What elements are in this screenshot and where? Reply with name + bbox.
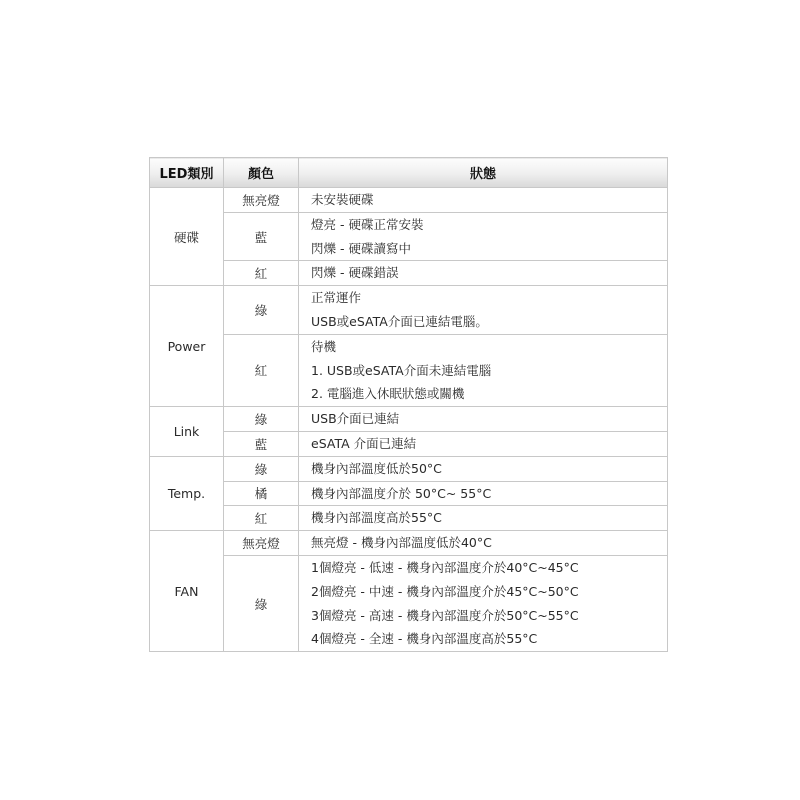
status-line: 閃爍 - 硬碟讀寫中 (311, 240, 411, 256)
table-row (150, 456, 668, 481)
led-color-cell: 紅 (224, 261, 299, 286)
led-category-cell: 硬碟 (150, 188, 224, 286)
status-line: USB介面已連結 (311, 411, 400, 427)
status-line: 1. USB或eSATA介面未連結電腦 (311, 362, 492, 378)
led-status-cell (299, 555, 668, 651)
led-status-table (149, 157, 668, 652)
led-color-cell: 藍 (224, 212, 299, 261)
led-color-cell: 綠 (224, 407, 299, 432)
status-line: 1個燈亮 - 低速 - 機身內部溫度介於40°C~45°C (311, 559, 579, 575)
header-row (150, 158, 668, 188)
led-category-cell: Temp. (150, 456, 224, 530)
led-color-cell: 無亮燈 (224, 531, 299, 556)
led-status-cell (299, 334, 668, 406)
led-color-cell: 紅 (224, 506, 299, 531)
led-status-cell (299, 481, 668, 506)
status-line: 3個燈亮 - 高速 - 機身內部溫度介於50°C~55°C (311, 607, 579, 623)
status-line: 無亮燈 - 機身內部溫度低於40°C (311, 535, 492, 551)
led-status-cell (299, 431, 668, 456)
status-line: 機身內部溫度介於 50°C~ 55°C (311, 485, 492, 501)
status-line: 燈亮 - 硬碟正常安裝 (311, 216, 424, 232)
led-color-cell: 無亮燈 (224, 188, 299, 213)
table-header (150, 158, 668, 188)
table-body (150, 188, 668, 652)
status-line: 待機 (311, 338, 337, 354)
led-status-cell (299, 261, 668, 286)
led-color-cell: 綠 (224, 286, 299, 335)
led-category-cell: FAN (150, 531, 224, 652)
table-row (150, 555, 668, 651)
led-color-cell: 紅 (224, 334, 299, 406)
led-color-cell: 綠 (224, 456, 299, 481)
status-line: 未安裝硬碟 (311, 192, 374, 207)
header-color: 顏色 (224, 158, 299, 188)
status-line: 閃爍 - 硬碟錯誤 (311, 265, 399, 281)
led-color-cell: 藍 (224, 431, 299, 456)
status-line: 4個燈亮 - 全速 - 機身內部溫度高於55°C (311, 631, 538, 647)
table-row (150, 261, 668, 286)
table-row (150, 407, 668, 432)
status-line: eSATA 介面已連結 (311, 435, 417, 451)
led-status-cell (299, 456, 668, 481)
status-line: 2. 電腦進入休眠狀態或關機 (311, 386, 465, 402)
led-category-cell: Power (150, 286, 224, 407)
table-row (150, 531, 668, 556)
led-color-cell: 橘 (224, 481, 299, 506)
led-color-cell: 綠 (224, 555, 299, 651)
status-line: 機身內部溫度低於50°C (311, 460, 442, 476)
led-category-cell: Link (150, 407, 224, 457)
led-status-cell (299, 188, 668, 213)
table-row (150, 481, 668, 506)
table-row (150, 431, 668, 456)
table-row (150, 506, 668, 531)
led-status-cell (299, 506, 668, 531)
led-status-cell (299, 212, 668, 261)
led-status-cell (299, 286, 668, 335)
led-status-cell (299, 407, 668, 432)
led-status-cell (299, 531, 668, 556)
table-row (150, 334, 668, 406)
status-line: 機身內部溫度高於55°C (311, 510, 442, 526)
status-line: 2個燈亮 - 中速 - 機身內部溫度介於45°C~50°C (311, 583, 579, 599)
table-row (150, 188, 668, 213)
table-row (150, 212, 668, 261)
table-row (150, 286, 668, 335)
header-led-category: LED類別 (150, 158, 224, 188)
status-line: USB或eSATA介面已連結電腦。 (311, 313, 488, 329)
status-line: 正常運作 (311, 290, 362, 306)
header-status: 狀態 (299, 158, 668, 188)
